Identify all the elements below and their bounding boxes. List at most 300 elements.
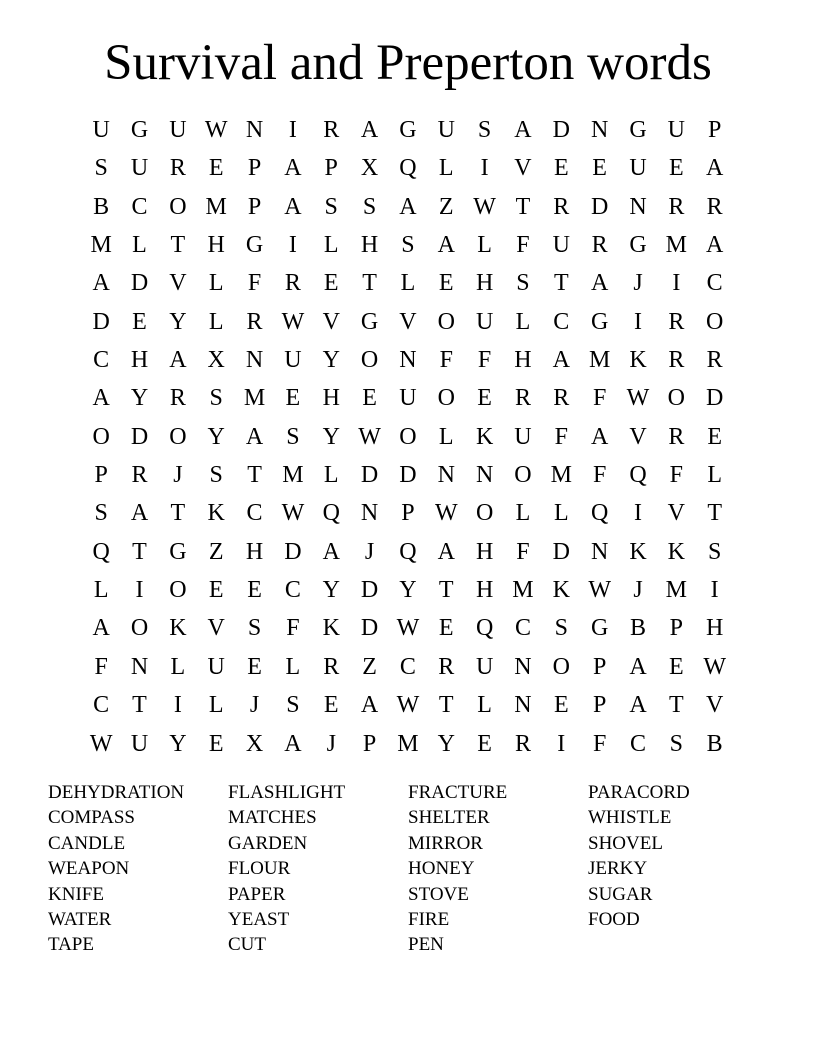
letter-grid (82, 111, 734, 763)
grid-letter: A (629, 653, 647, 680)
word-list-item: WATER (48, 908, 112, 930)
grid-letter: X (245, 730, 264, 757)
grid-letter: L (170, 653, 186, 680)
grid-letter: F (669, 462, 683, 489)
grid-letter: Z (438, 193, 454, 220)
grid-letter: U (667, 117, 685, 143)
grid-letter: L (477, 692, 492, 719)
grid-letter: N (437, 462, 455, 489)
grid-letter: S (516, 270, 530, 297)
grid-letter: I (633, 500, 642, 527)
grid-letter: L (208, 270, 224, 297)
grid-letter: P (592, 653, 607, 680)
grid-letter: P (324, 155, 338, 182)
grid-letter: U (629, 155, 647, 182)
grid-letter: J (633, 577, 643, 604)
grid-letter: S (324, 193, 338, 220)
grid-letter: E (208, 577, 224, 604)
grid-letter: K (169, 615, 187, 642)
word-list-item: PEN (408, 934, 444, 956)
word-list-item: FOOD (588, 908, 640, 930)
grid-letter: N (514, 653, 532, 680)
grid-letter: D (399, 462, 417, 489)
grid-letter: E (323, 270, 339, 297)
word-list-item: COMPASS (48, 807, 135, 829)
word-list-item: FLOUR (228, 858, 291, 880)
grid-letter: O (399, 423, 417, 450)
grid-letter: U (437, 117, 455, 143)
grid-letter: W (396, 615, 420, 642)
grid-letter: I (288, 232, 297, 259)
grid-letter: S (209, 462, 223, 489)
grid-letter: F (94, 653, 108, 680)
grid-letter: L (515, 308, 531, 335)
grid-letter: N (245, 117, 264, 143)
grid-letter: V (322, 308, 340, 335)
grid-letter: O (92, 423, 110, 450)
word-list-item: KNIFE (48, 883, 104, 905)
grid-letter: D (130, 423, 149, 450)
grid-letter: S (401, 232, 415, 259)
grid-letter: W (473, 193, 496, 220)
grid-letter: U (475, 653, 494, 680)
grid-letter: K (475, 423, 494, 450)
grid-letter: G (399, 117, 417, 143)
word-list-item: SUGAR (588, 883, 653, 905)
word-list-item: SHELTER (408, 807, 490, 829)
grid-letter: R (323, 117, 340, 143)
grid-letter: F (439, 347, 453, 374)
grid-letter: S (669, 730, 683, 757)
grid-letter: M (397, 730, 419, 757)
grid-letter: J (633, 270, 643, 297)
grid-letter: A (706, 232, 724, 259)
grid-letter: G (169, 538, 187, 565)
grid-letter: L (208, 308, 224, 335)
grid-letter: A (245, 423, 264, 450)
grid-letter: M (665, 577, 687, 604)
grid-letter: Y (207, 423, 225, 450)
grid-letter: U (399, 385, 417, 412)
grid-letter: U (130, 155, 149, 182)
grid-letter: T (707, 500, 722, 527)
grid-letter: U (130, 730, 149, 757)
grid-letter: P (362, 730, 377, 757)
grid-letter: O (552, 653, 570, 680)
grid-letter: D (360, 462, 379, 489)
grid-letter: G (629, 117, 647, 143)
grid-letter: E (285, 385, 301, 412)
grid-letter: L (438, 423, 454, 450)
grid-letter: U (514, 423, 532, 450)
grid-letter: S (286, 692, 300, 719)
grid-letter: R (323, 653, 340, 680)
grid-letter: S (94, 500, 108, 527)
grid-letter: R (438, 653, 455, 680)
grid-letter: Y (322, 423, 340, 450)
grid-letter: T (668, 692, 684, 719)
grid-letter: S (707, 538, 722, 565)
word-list (48, 780, 768, 958)
grid-letter: H (475, 577, 494, 604)
grid-letter: Q (590, 500, 609, 527)
grid-letter: L (208, 692, 224, 719)
grid-letter: L (553, 500, 569, 527)
grid-letter: Q (92, 538, 110, 565)
grid-letter: J (364, 538, 375, 565)
grid-letter: N (590, 538, 609, 565)
grid-letter: I (173, 692, 182, 719)
grid-letter: A (514, 117, 532, 143)
grid-letter: E (132, 308, 147, 335)
grid-letter: E (477, 385, 492, 412)
grid-letter: Q (399, 538, 417, 565)
grid-letter: J (326, 730, 336, 757)
grid-letter: M (512, 577, 534, 604)
grid-letter: X (360, 155, 379, 182)
word-list-item: YEAST (228, 908, 290, 930)
grid-letter: Y (130, 385, 149, 412)
grid-letter: V (169, 270, 187, 297)
grid-letter: A (360, 692, 379, 719)
grid-letter: Z (362, 653, 377, 680)
grid-letter: V (514, 155, 532, 182)
grid-letter: C (706, 270, 723, 297)
grid-letter: M (90, 232, 112, 259)
grid-letter: A (92, 385, 110, 412)
grid-letter: E (477, 730, 492, 757)
grid-letter: H (514, 347, 532, 374)
grid-letter: C (629, 730, 646, 757)
grid-letter: G (590, 615, 609, 642)
grid-letter: A (399, 193, 417, 220)
grid-letter: D (360, 577, 379, 604)
word-list-item: CUT (228, 934, 266, 956)
grid-letter: H (706, 615, 724, 642)
grid-letter: W (626, 385, 650, 412)
grid-letter: I (557, 730, 566, 757)
grid-letter: W (89, 730, 113, 757)
grid-letter: D (706, 385, 724, 412)
grid-letter: W (434, 500, 458, 527)
grid-letter: F (592, 462, 607, 489)
grid-letter: Q (629, 462, 647, 489)
grid-letter: R (591, 232, 608, 259)
grid-letter: C (284, 577, 301, 604)
grid-letter: S (477, 117, 492, 143)
grid-letter: O (130, 615, 149, 642)
grid-letter: G (360, 308, 379, 335)
grid-letter: L (400, 270, 416, 297)
grid-letter: F (516, 232, 530, 259)
word-list-item: MATCHES (228, 807, 317, 829)
grid-letter: E (668, 653, 684, 680)
word-list-item: WHISTLE (588, 807, 672, 829)
grid-letter: T (438, 577, 454, 604)
grid-letter: X (207, 347, 225, 374)
grid-letter: T (553, 270, 569, 297)
grid-letter: R (514, 730, 531, 757)
grid-letter: D (92, 308, 110, 335)
grid-letter: L (515, 500, 531, 527)
word-list-item: MIRROR (408, 832, 483, 854)
grid-letter: R (131, 462, 148, 489)
grid-letter: C (553, 308, 570, 335)
grid-letter: E (707, 423, 722, 450)
grid-letter: N (360, 500, 379, 527)
grid-letter: V (706, 692, 724, 719)
word-list-item: FRACTURE (408, 782, 508, 803)
grid-letter: Q (475, 615, 494, 642)
grid-letter: C (93, 347, 110, 374)
grid-letter: P (401, 500, 415, 527)
grid-letter: R (169, 385, 186, 412)
grid-letter: E (362, 385, 377, 412)
grid-letter: K (629, 347, 647, 374)
grid-letter: C (93, 692, 110, 719)
grid-letter: E (553, 692, 569, 719)
grid-letter: K (629, 538, 647, 565)
grid-letter: A (590, 423, 609, 450)
grid-letter: R (668, 308, 685, 335)
grid-letter: V (399, 308, 417, 335)
grid-letter: P (669, 615, 683, 642)
grid-letter: S (209, 385, 223, 412)
grid-letter: T (515, 193, 531, 220)
grid-letter: Y (322, 577, 340, 604)
grid-letter: N (245, 347, 264, 374)
grid-letter: R (706, 193, 723, 220)
grid-letter: E (208, 155, 224, 182)
grid-letter: A (169, 347, 187, 374)
grid-letter: F (247, 270, 262, 297)
grid-letter: S (247, 615, 262, 642)
grid-letter: P (94, 462, 108, 489)
grid-letter: K (667, 538, 685, 565)
grid-letter: E (323, 692, 339, 719)
word-list-item: DEHYDRATION (48, 782, 185, 803)
word-list-item: PARACORD (588, 782, 690, 803)
grid-letter: P (247, 155, 262, 182)
grid-letter: N (130, 653, 149, 680)
grid-letter: A (706, 155, 724, 182)
grid-letter: O (706, 308, 724, 335)
grid-letter: H (475, 538, 494, 565)
grid-letter: H (207, 232, 225, 259)
grid-letter: H (475, 270, 494, 297)
word-list-item: JERKY (588, 858, 648, 880)
grid-letter: F (516, 538, 530, 565)
grid-letter: D (130, 270, 149, 297)
page-title: Survival and Preperton words (104, 35, 712, 91)
word-list-item: WEAPON (48, 858, 130, 880)
grid-letter: I (135, 577, 144, 604)
grid-letter: M (588, 347, 611, 374)
grid-letter: T (132, 538, 147, 565)
grid-letter: A (284, 155, 302, 182)
grid-letter: L (438, 155, 454, 182)
grid-letter: E (592, 155, 607, 182)
grid-letter: B (629, 615, 646, 642)
grid-letter: A (437, 232, 455, 259)
grid-letter: R (284, 270, 301, 297)
grid-letter: C (514, 615, 531, 642)
grid-letter: N (399, 347, 417, 374)
grid-letter: W (396, 692, 420, 719)
grid-letter: A (130, 500, 149, 527)
grid-letter: O (437, 308, 455, 335)
grid-letter: P (592, 692, 607, 719)
grid-letter: O (169, 193, 187, 220)
grid-letter: H (322, 385, 340, 412)
grid-letter: O (437, 385, 455, 412)
grid-letter: C (399, 653, 416, 680)
grid-letter: U (207, 653, 225, 680)
grid-letter: U (284, 347, 302, 374)
grid-letter: F (592, 385, 607, 412)
grid-letter: G (590, 308, 609, 335)
grid-letter: J (249, 692, 260, 719)
grid-letter: A (284, 193, 302, 220)
grid-letter: D (284, 538, 302, 565)
grid-letter: F (554, 423, 568, 450)
grid-letter: M (282, 462, 304, 489)
grid-letter: U (169, 117, 187, 143)
grid-letter: G (245, 232, 264, 259)
word-list-item: TAPE (48, 934, 94, 956)
grid-letter: T (132, 692, 147, 719)
grid-letter: T (170, 500, 186, 527)
grid-letter: N (629, 193, 647, 220)
grid-letter: Y (322, 347, 340, 374)
grid-letter: O (360, 347, 379, 374)
grid-letter: I (288, 117, 297, 143)
grid-letter: G (130, 117, 149, 143)
grid-letter: E (553, 155, 569, 182)
grid-letter: M (665, 232, 687, 259)
grid-letter: U (552, 232, 570, 259)
grid-letter: P (247, 193, 262, 220)
grid-letter: R (668, 423, 685, 450)
grid-letter: B (93, 193, 110, 220)
grid-letter: U (92, 117, 110, 143)
grid-letter: D (360, 615, 379, 642)
grid-letter: W (703, 653, 726, 680)
word-list-item: HONEY (408, 858, 475, 880)
grid-letter: R (553, 385, 570, 412)
grid-letter: W (281, 308, 305, 335)
grid-letter: K (552, 577, 570, 604)
grid-letter: R (246, 308, 263, 335)
grid-letter: L (285, 653, 301, 680)
grid-letter: L (323, 462, 339, 489)
grid-letter: Q (399, 155, 417, 182)
grid-letter: A (322, 538, 340, 565)
grid-letter: Z (208, 538, 224, 565)
grid-letter: M (550, 462, 572, 489)
grid-letter: I (480, 155, 489, 182)
grid-letter: A (629, 692, 647, 719)
grid-letter: O (169, 577, 187, 604)
grid-letter: K (207, 500, 225, 527)
grid-letter: F (286, 615, 300, 642)
grid-letter: Y (169, 730, 187, 757)
grid-letter: A (284, 730, 302, 757)
grid-letter: L (707, 462, 722, 489)
grid-letter: A (590, 270, 609, 297)
grid-letter: R (706, 347, 723, 374)
grid-letter: H (360, 232, 379, 259)
grid-letter: E (438, 270, 454, 297)
grid-letter: G (629, 232, 647, 259)
grid-letter: N (475, 462, 494, 489)
grid-letter: I (633, 308, 642, 335)
grid-letter: E (668, 155, 684, 182)
grid-letter: V (207, 615, 225, 642)
grid-letter: K (322, 615, 340, 642)
grid-letter: A (92, 615, 110, 642)
grid-letter: S (286, 423, 300, 450)
grid-letter: R (553, 193, 570, 220)
grid-letter: D (590, 193, 609, 220)
grid-letter: O (514, 462, 532, 489)
grid-letter: U (475, 308, 494, 335)
grid-letter: E (247, 577, 262, 604)
grid-letter: W (281, 500, 305, 527)
grid-letter: I (672, 270, 681, 297)
grid-letter: M (205, 193, 227, 220)
grid-letter: D (552, 117, 570, 143)
grid-letter: W (204, 117, 228, 143)
grid-letter: E (247, 653, 262, 680)
word-list-item: FLASHLIGHT (228, 782, 346, 803)
grid-letter: C (131, 193, 148, 220)
grid-letter: S (362, 193, 377, 220)
grid-letter: D (552, 538, 570, 565)
grid-letter: T (170, 232, 186, 259)
grid-letter: S (554, 615, 568, 642)
grid-letter: L (93, 577, 109, 604)
grid-letter: V (667, 500, 685, 527)
grid-letter: L (323, 232, 339, 259)
word-list-item: PAPER (228, 883, 286, 905)
grid-letter: Y (169, 308, 187, 335)
grid-letter: H (245, 538, 264, 565)
grid-letter: T (438, 692, 454, 719)
grid-letter: L (132, 232, 147, 259)
grid-letter: E (438, 615, 454, 642)
grid-letter: W (588, 577, 611, 604)
grid-letter: A (92, 270, 110, 297)
grid-letter: B (706, 730, 723, 757)
grid-letter: N (514, 692, 532, 719)
grid-letter: Y (437, 730, 455, 757)
grid-letter: J (173, 462, 183, 489)
grid-letter: O (169, 423, 187, 450)
word-list-item: GARDEN (228, 832, 308, 854)
grid-letter: A (437, 538, 455, 565)
grid-letter: F (592, 730, 607, 757)
grid-letter: N (590, 117, 609, 143)
grid-letter: E (208, 730, 224, 757)
grid-letter: Q (322, 500, 340, 527)
grid-letter: L (477, 232, 492, 259)
grid-letter: A (360, 117, 379, 143)
grid-letter: O (667, 385, 685, 412)
word-list-item: STOVE (408, 883, 469, 905)
grid-letter: Y (399, 577, 417, 604)
grid-letter: F (477, 347, 492, 374)
